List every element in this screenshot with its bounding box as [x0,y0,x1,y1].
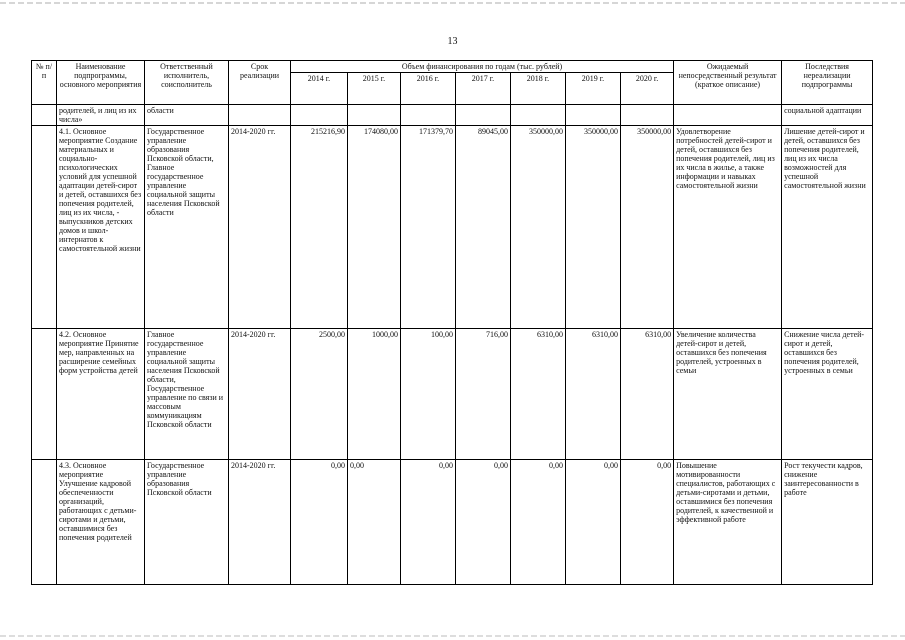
cell-term: 2014-2020 гг. [229,460,291,585]
cell-value [456,105,511,126]
col-term-header: Срок реализации [229,61,291,105]
year-header: 2016 г. [401,73,456,105]
cell-value: 716,00 [456,329,511,460]
cell-name: 4.3. Основное мероприятие Улучшение кадровой обеспеченности организаций, работающих с детьми-сиротами и детьми, оставшимися без попечения родителей [57,460,145,585]
cell-consequences: Рост текучести кадров, снижение заинтересованности в работе [782,460,873,585]
cell-value: 1000,00 [348,329,401,460]
program-table [31,60,873,585]
page-number: 13 [447,36,458,47]
cell-value: 215216,90 [291,126,348,329]
scan-edge-bottom [0,635,905,637]
cell-value [511,105,566,126]
cell-result: Удовлетворение потребностей детей-сирот и детей, оставшихся без попечения родителей, лиц из их числа в жилье, а также информации и навыках самостоятельной жизни [674,126,782,329]
cell-num [32,126,57,329]
cell-consequences: Снижение числа детей-сирот и детей, оставшихся без попечения родителей, устроенных в семьи [782,329,873,460]
col-result-header: Ожидаемый непосредственный результат (краткое описание) [674,61,782,105]
cell-value: 2500,00 [291,329,348,460]
cell-value: 0,00 [348,460,401,585]
cell-name: 4.1. Основное мероприятие Создание материальных и социально-психологических условий для успешной адаптации детей-сирот и детей, оставшихся без попечения родителей, лиц из их числа, - выпускников детских домов и школ-интернатов к самостоятельной жизни [57,126,145,329]
cell-executor: области [145,105,229,126]
cell-value: 0,00 [456,460,511,585]
col-name-header: Наименование подпрограммы, основного мероприятия [57,61,145,105]
col-num-header: № п/п [32,61,57,105]
cell-value [566,105,621,126]
cell-result: Увеличение количества детей-сирот и детей, оставшихся без попечения родителей, устроенных в семьи [674,329,782,460]
cell-value: 350000,00 [621,126,674,329]
cell-consequences: Лишение детей-сирот и детей, оставшихся без попечения родителей, лиц из их числа возможностей для успешной самостоятельной жизни [782,126,873,329]
col-executor-header: Ответственный исполнитель, соисполнитель [145,61,229,105]
cell-value [401,105,456,126]
cell-name: 4.2. Основное мероприятие Принятие мер, направленных на расширение семейных форм устройства детей [57,329,145,460]
cell-consequences: социальной адаптации [782,105,873,126]
year-header: 2019 г. [566,73,621,105]
cell-result: Повышение мотивированности специалистов, работающих с детьми-сиротами и детьми, оставшимися без попечения родителей, к качественной и эффективной работе [674,460,782,585]
cell-executor: Главное государственное управление социальной защиты населения Псковской области, Государственное управление по связи и массовым коммуникациям Псковской области [145,329,229,460]
cell-value: 174080,00 [348,126,401,329]
cell-value: 100,00 [401,329,456,460]
cell-executor: Государственное управление образования Псковской области [145,460,229,585]
scan-edge-top [0,2,905,4]
header-row [32,61,873,73]
cell-term [229,105,291,126]
cell-value: 6310,00 [511,329,566,460]
cell-value [348,105,401,126]
cell-value: 0,00 [291,460,348,585]
table-row [32,329,873,460]
cell-executor: Государственное управление образования Псковской области, Главное государственное управление социальной защиты населения Псковской области [145,126,229,329]
cell-value: 6310,00 [621,329,674,460]
cell-name: родителей, и лиц из их числа» [57,105,145,126]
col-consequences-header: Последствия нереализации подпрограммы [782,61,873,105]
cell-value: 0,00 [511,460,566,585]
cell-value: 0,00 [566,460,621,585]
cell-term: 2014-2020 гг. [229,126,291,329]
table-row [32,460,873,585]
cell-num [32,105,57,126]
table-row [32,126,873,329]
continuation-row [32,105,873,126]
cell-value: 350000,00 [511,126,566,329]
year-header: 2014 г. [291,73,348,105]
year-header: 2015 г. [348,73,401,105]
cell-value [621,105,674,126]
cell-value: 89045,00 [456,126,511,329]
cell-value: 171379,70 [401,126,456,329]
col-funding-header: Объем финансирования по годам (тыс. рублей) [291,61,674,73]
cell-result [674,105,782,126]
cell-term: 2014-2020 гг. [229,329,291,460]
cell-value: 6310,00 [566,329,621,460]
cell-value: 350000,00 [566,126,621,329]
cell-num [32,460,57,585]
cell-value: 0,00 [401,460,456,585]
cell-value: 0,00 [621,460,674,585]
year-header: 2018 г. [511,73,566,105]
cell-value [291,105,348,126]
year-header: 2017 г. [456,73,511,105]
year-header: 2020 г. [621,73,674,105]
cell-num [32,329,57,460]
